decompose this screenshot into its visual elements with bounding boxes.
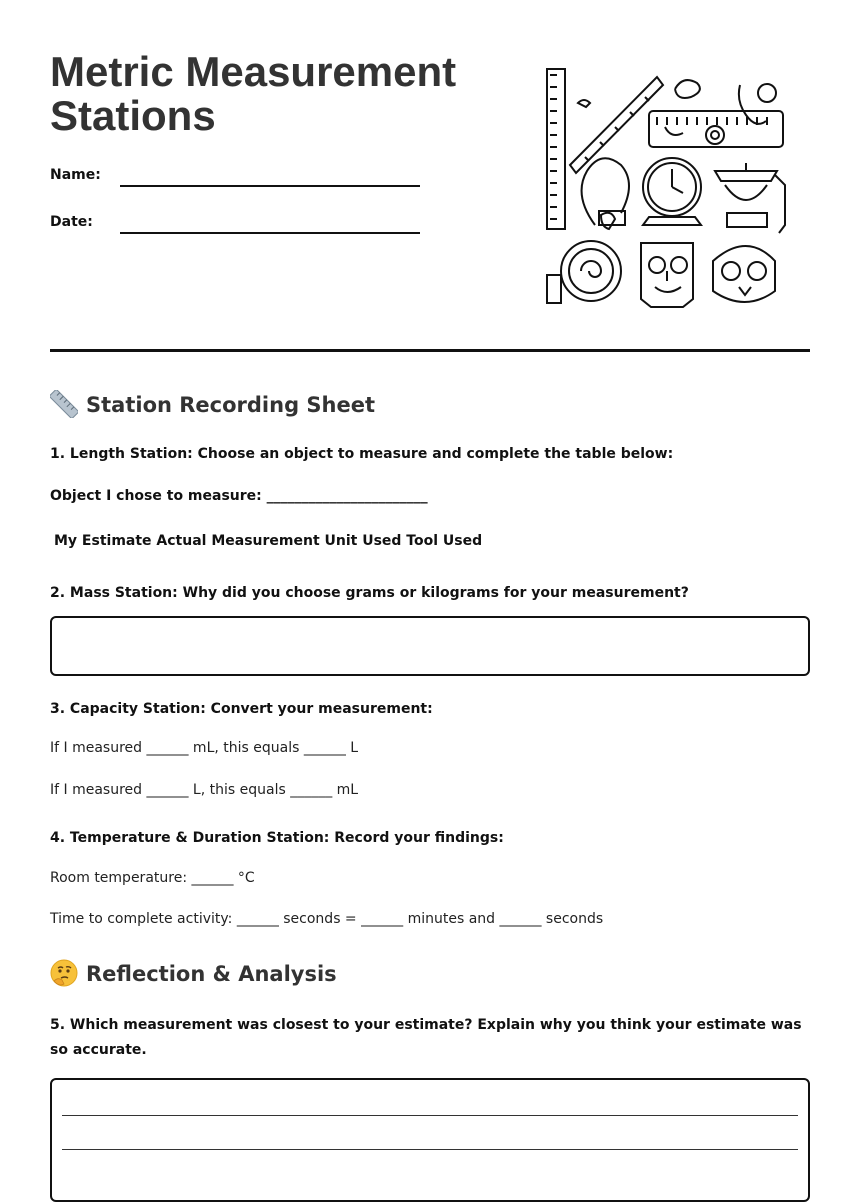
header-divider — [50, 349, 810, 352]
reflection-heading — [50, 959, 337, 987]
question-5: 5. Which measurement was closest to your estimate? Explain why you think your estimate was so accurate. — [50, 1017, 802, 1058]
question-2: 2. Mass Station: Why did you choose grams or kilograms for your measurement? — [50, 585, 689, 601]
spiral-carving-icon — [547, 241, 621, 303]
name-write-line[interactable] — [120, 185, 420, 187]
mass-answer-box[interactable] — [50, 616, 810, 676]
date-field[interactable] — [50, 214, 430, 244]
owl-carving-icon — [713, 246, 775, 302]
scale-icon — [715, 163, 785, 233]
page-title — [50, 50, 510, 138]
question-1: 1. Length Station: Choose an object to measure and complete the table below: — [50, 446, 674, 462]
clock-icon — [643, 158, 701, 225]
question-4: 4. Temperature & Duration Station: Record your findings: — [50, 830, 504, 846]
recording-heading-text: Station Recording Sheet — [86, 393, 376, 417]
name-field[interactable] — [50, 167, 430, 197]
thinking-face-emoji-icon — [50, 959, 78, 987]
question-3: 3. Capacity Station: Convert your measurement: — [50, 701, 433, 717]
capacity-conversion-2[interactable]: If I measured ______ L, this equals ______ mL — [50, 782, 359, 798]
date-label: Date: — [50, 214, 93, 230]
key-icon — [578, 100, 590, 107]
date-write-line[interactable] — [120, 232, 420, 234]
object-prompt[interactable]: Object I chose to measure: _______________________ — [50, 488, 428, 504]
answer-line[interactable] — [62, 1149, 798, 1150]
measurement-tools-illustration — [545, 65, 790, 310]
title-line-1: Metric Measurement — [50, 48, 457, 95]
reflection-heading-text: Reflection & Analysis — [86, 962, 337, 986]
ruler-icon — [547, 69, 565, 229]
ruler-emoji-icon — [50, 390, 78, 418]
name-label: Name: — [50, 167, 101, 183]
stopwatch-icon — [582, 158, 629, 229]
title-line-2: Stations — [50, 92, 216, 139]
tape-measure-icon — [649, 80, 783, 147]
length-table-headers: My Estimate Actual Measurement Unit Used Tool Used — [54, 533, 483, 549]
room-temperature-line[interactable]: Room temperature: ______ °C — [50, 870, 255, 886]
reflection-answer-box[interactable] — [50, 1078, 810, 1202]
answer-line[interactable] — [62, 1115, 798, 1116]
carved-face-icon — [641, 243, 693, 307]
duration-line[interactable]: Time to complete activity: ______ seconds = ______ minutes and ______ seconds — [50, 911, 604, 927]
capacity-conversion-1[interactable]: If I measured ______ mL, this equals ______ L — [50, 740, 359, 756]
recording-heading — [50, 390, 375, 418]
